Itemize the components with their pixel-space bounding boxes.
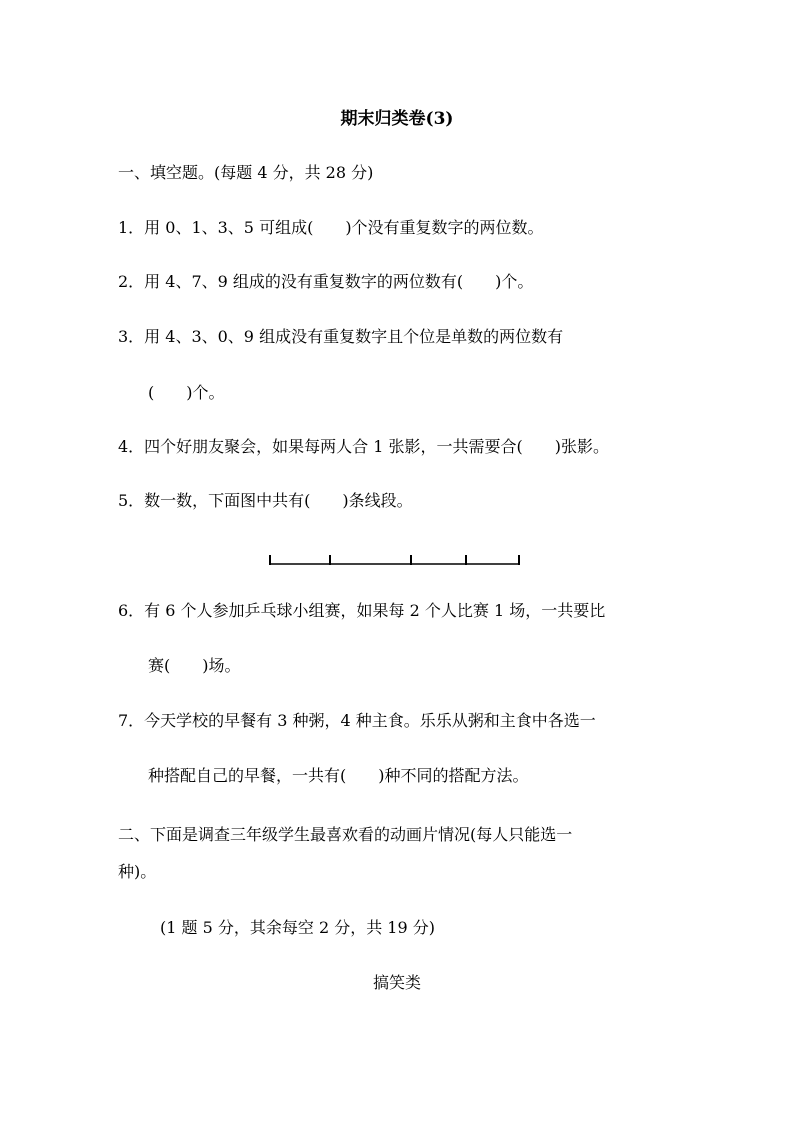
chart-category-label: 搞笑类 [372,973,421,992]
question-3-line2: ( )个。 [148,383,225,402]
section2-heading-line1: 二、下面是调查三年级学生最喜欢看的动画片情况(每人只能选一 [118,825,573,844]
line-segment-figure [266,549,526,571]
question-1: 1．用 0、1、3、5 可组成( )个没有重复数字的两位数。 [118,218,544,237]
question-6-line1: 6．有 6 个人参加乒乓球小组赛，如果每 2 个人比赛 1 场，一共要比 [118,601,606,620]
page-title: 期末归类卷(3) [340,109,454,129]
section2-scoring: (1 题 5 分，其余每空 2 分，共 19 分) [160,918,435,937]
question-7-line1: 7．今天学校的早餐有 3 种粥，4 种主食。乐乐从粥和主食中各选一 [118,711,596,730]
section2-heading-line2: 种)。 [118,862,157,881]
question-4: 4．四个好朋友聚会，如果每两人合 1 张影，一共需要合( )张影。 [118,437,610,456]
question-3-line1: 3．用 4、3、0、9 组成没有重复数字且个位是单数的两位数有 [118,327,564,346]
question-7-line2: 种搭配自己的早餐，一共有( )种不同的搭配方法。 [148,766,529,785]
section1-heading: 一、填空题。(每题 4 分，共 28 分) [118,163,374,182]
question-5: 5．数一数，下面图中共有( )条线段。 [118,491,413,510]
question-2: 2．用 4、7、9 组成的没有重复数字的两位数有( )个。 [118,272,534,291]
question-6-line2: 赛( )场。 [148,656,241,675]
